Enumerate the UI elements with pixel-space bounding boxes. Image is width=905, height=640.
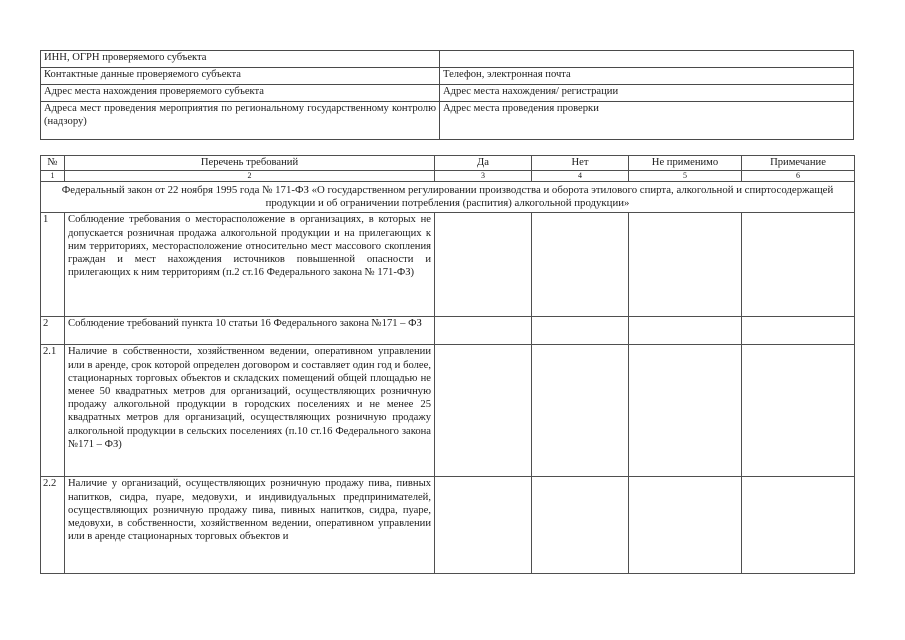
requirement-text: Соблюдение требований пункта 10 статьи 16 Федерального закона №171 – ФЗ xyxy=(65,317,435,345)
row-number: 2 xyxy=(41,317,65,345)
requirement-text: Наличие у организаций, осуществляющих розничную продажу пива, пивных напитков, сидра, пуаре, медовухи, и индивидуальных предпринимателей, осуществляющих розничную продажу пива, пивных напитков, сидра, пуаре, медовухи, в собственности, хозяйственном ведении, оперативном управлении или в аренде стационарных торговых объектов и xyxy=(65,477,435,574)
law-title: Федеральный закон от 22 ноября 1995 года № 171-ФЗ «О государственном регулировании производства и оборота этилового спирта, алкогольной и спиртосодержащей продукции и об ограничении потребления (распития) алкогольной продукции» xyxy=(41,182,855,213)
address-registration-label: Адрес места нахождения/ регистрации xyxy=(440,85,854,102)
column-index: 1 xyxy=(41,171,65,182)
inspection-address-label: Адрес места проведения проверки xyxy=(440,102,854,140)
yes-cell[interactable] xyxy=(435,477,532,574)
column-index: 2 xyxy=(65,171,435,182)
subject-info-table xyxy=(40,50,854,140)
note-cell[interactable] xyxy=(742,345,855,477)
not-applicable-cell[interactable] xyxy=(629,477,742,574)
inn-ogrn-value xyxy=(440,51,854,68)
table-row xyxy=(41,345,855,477)
no-cell[interactable] xyxy=(532,213,629,317)
no-cell[interactable] xyxy=(532,477,629,574)
note-cell[interactable] xyxy=(742,213,855,317)
column-index: 3 xyxy=(435,171,532,182)
row-number: 2.1 xyxy=(41,345,65,477)
header-not-applicable: Не применимо xyxy=(629,156,742,171)
info-row xyxy=(41,51,854,68)
info-row xyxy=(41,102,854,140)
requirements-table xyxy=(40,155,855,574)
yes-cell[interactable] xyxy=(435,317,532,345)
table-row xyxy=(41,477,855,574)
inn-ogrn-label: ИНН, ОГРН проверяемого субъекта xyxy=(41,51,440,68)
header-note: Примечание xyxy=(742,156,855,171)
info-row xyxy=(41,85,854,102)
table-row xyxy=(41,317,855,345)
no-cell[interactable] xyxy=(532,345,629,477)
column-index-row xyxy=(41,171,855,182)
column-index: 5 xyxy=(629,171,742,182)
law-title-row xyxy=(41,182,855,213)
column-index: 4 xyxy=(532,171,629,182)
requirement-text: Соблюдение требования о месторасположение в организациях, в которых не допускается розничная продажа алкогольной продукции и на прилегающих к ним территориях, месторасположение относительно мест массового скопления граждан и мест нахождения источников повышенной опасности и прилегающих к ним территориям (п.2 ст.16 Федерального закона № 171-ФЗ) xyxy=(65,213,435,317)
not-applicable-cell[interactable] xyxy=(629,213,742,317)
address-location-label: Адрес места нахождения проверяемого субъекта xyxy=(41,85,440,102)
not-applicable-cell[interactable] xyxy=(629,345,742,477)
note-cell[interactable] xyxy=(742,317,855,345)
column-index: 6 xyxy=(742,171,855,182)
not-applicable-cell[interactable] xyxy=(629,317,742,345)
no-cell[interactable] xyxy=(532,317,629,345)
yes-cell[interactable] xyxy=(435,345,532,477)
table-row xyxy=(41,213,855,317)
row-number: 2.2 xyxy=(41,477,65,574)
yes-cell[interactable] xyxy=(435,213,532,317)
header-no: Нет xyxy=(532,156,629,171)
event-address-label: Адреса мест проведения мероприятия по региональному государственному контролю (надзору) xyxy=(41,102,440,140)
phone-email-label: Телефон, электронная почта xyxy=(440,68,854,85)
header-requirements: Перечень требований xyxy=(65,156,435,171)
info-row xyxy=(41,68,854,85)
table-header-row xyxy=(41,156,855,171)
requirement-text: Наличие в собственности, хозяйственном ведении, оперативном управлении или в аренде, срок которой определен договором и составляет один год и более, стационарных торговых объектов и складских помещений общей площадью не менее 50 квадратных метров для организаций, осуществляющих розничную продажу алкогольной продукции в городских поселениях и не менее 25 квадратных метров для организаций, осуществляющих розничную продажу алкогольной продукции в сельских поселениях (п.10 ст.16 Федерального закона №171 – ФЗ) xyxy=(65,345,435,477)
header-yes: Да xyxy=(435,156,532,171)
contacts-label: Контактные данные проверяемого субъекта xyxy=(41,68,440,85)
note-cell[interactable] xyxy=(742,477,855,574)
row-number: 1 xyxy=(41,213,65,317)
header-number: № xyxy=(41,156,65,171)
